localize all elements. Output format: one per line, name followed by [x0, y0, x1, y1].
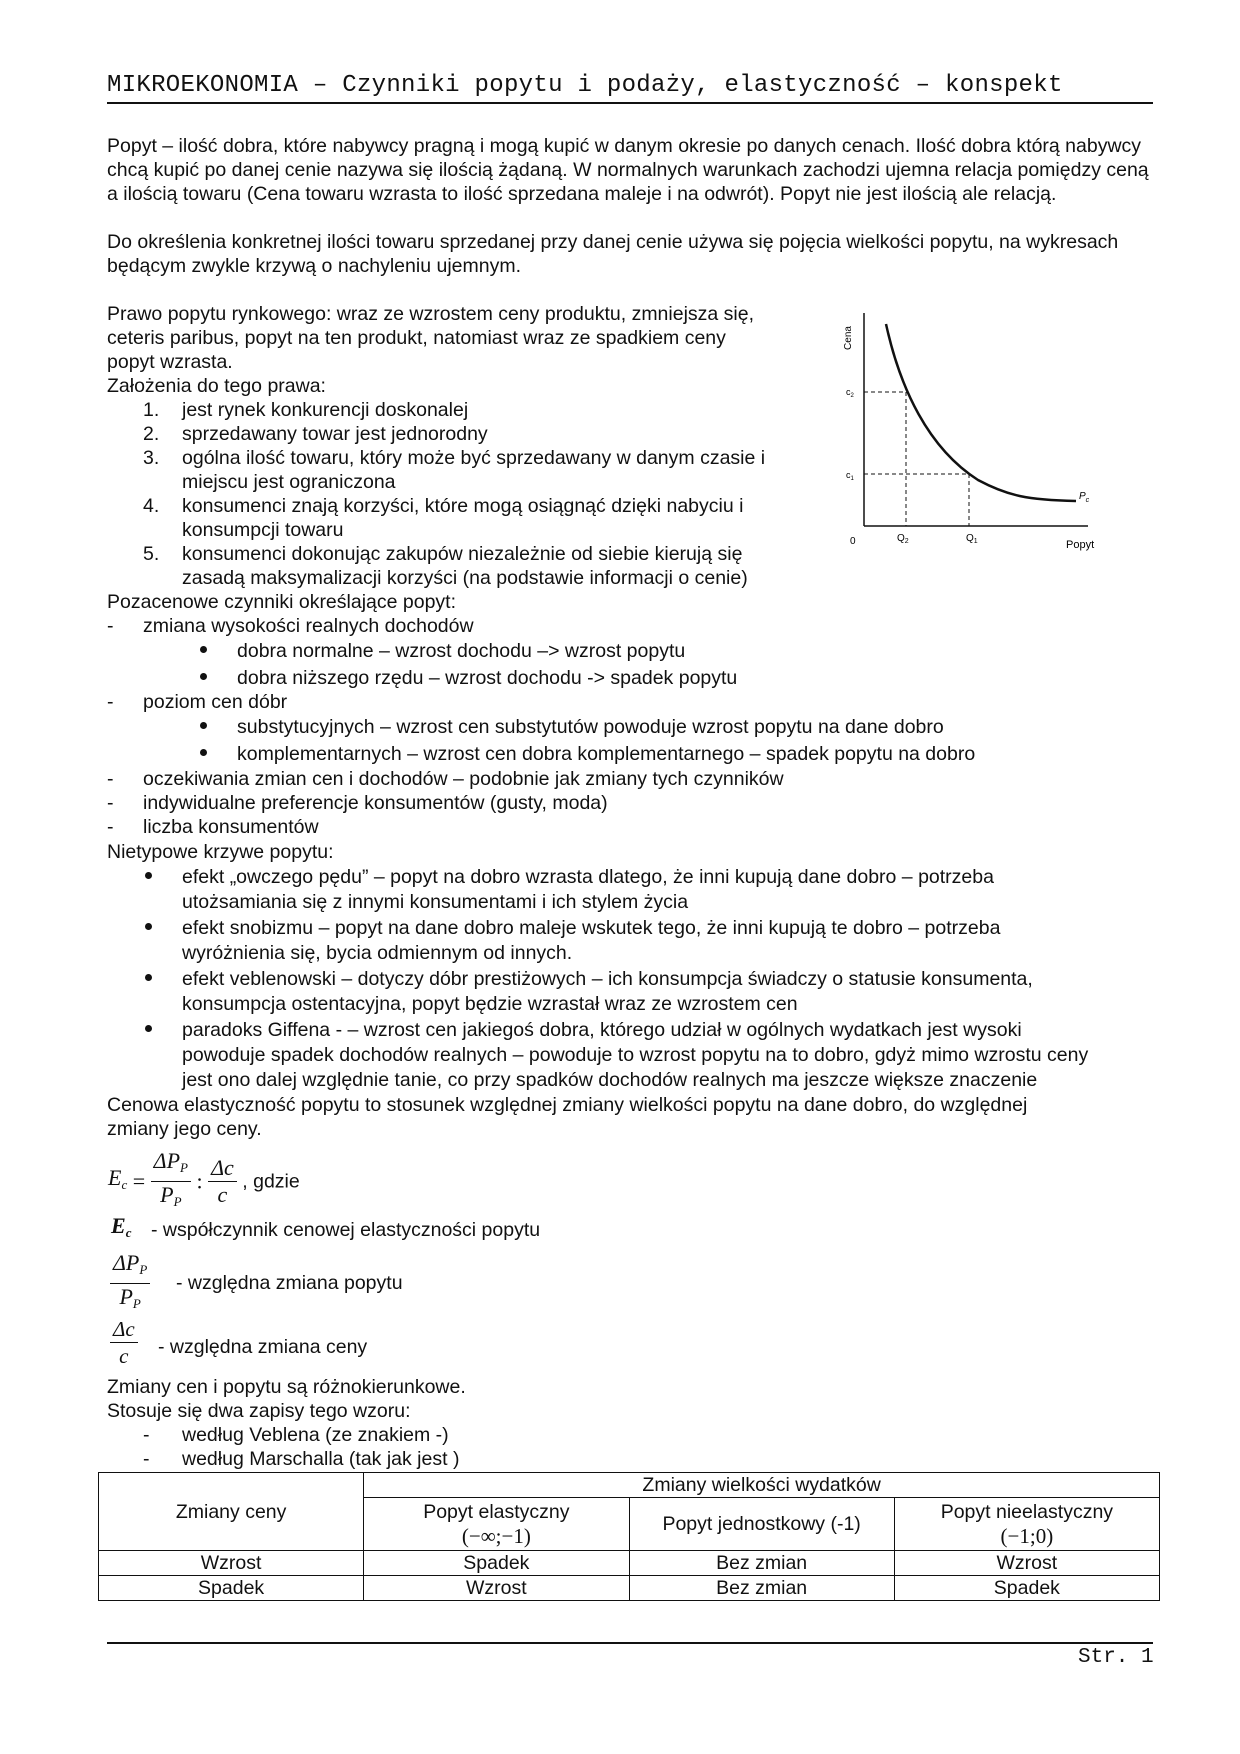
table-cell: Spadek	[364, 1551, 629, 1576]
assumption-number: 3.	[143, 447, 160, 469]
assumption-number: 2.	[143, 423, 160, 445]
table-row	[99, 1551, 1160, 1576]
header-expenditure-group: Zmiany wielkości wydatków	[364, 1473, 1160, 1498]
dc-fraction: $\frac{\Delta c}{c}$	[110, 1316, 138, 1369]
dash-bullet: -	[143, 1448, 150, 1470]
bullet-dot	[200, 673, 207, 680]
ec-definition: - współczynnik cenowej elastyczności popytu	[151, 1219, 541, 1241]
origin-label: 0	[850, 536, 856, 547]
intro-paragraph-1: Popyt – ilość dobra, które nabywcy pragną i mogą kupić w danym okresie po danych cenach. Ilość dobra którą nabywcy chcą kupić po danej cenie nazywa się ilością żądaną. W normalnych warunkach zachodzi ujemna relacja pomiędzy ceną a ilością towaru (Cena towaru wzrasta to ilość sprzedana maleje i na odwrót). Popyt nie jest ilością ale relacją.	[107, 135, 1149, 205]
assumption-text-cont: konsumpcji towaru	[182, 519, 344, 541]
bullet-dot	[145, 923, 152, 930]
variant-veblen: według Veblena (ze znakiem -)	[182, 1424, 449, 1446]
variant-marschall: według Marschalla (tak jak jest )	[182, 1448, 460, 1470]
elasticity-formula: $E_c$ = $\frac{\Delta P_P}{P_P}$ : $\frac{\Delta c}{c}$ , gdzie	[108, 1148, 300, 1209]
assumption-number: 1.	[143, 399, 160, 421]
table-cell: Spadek	[99, 1576, 364, 1601]
assumptions-title: Założenia do tego prawa:	[107, 375, 326, 397]
law-line-3: popyt wzrasta.	[107, 351, 233, 373]
dc-definition: - względna zmiana ceny	[158, 1336, 368, 1358]
atypical-item-cont: konsumpcja ostentacyjna, popyt będzie wzrastał wraz ze wzrostem cen	[182, 993, 798, 1015]
nonprice-item: zmiana wysokości realnych dochodów	[143, 615, 474, 637]
header-inelastic: Popyt nieelastyczny (−1;0)	[894, 1498, 1159, 1551]
dash-bullet: -	[107, 691, 114, 713]
table-cell: Bez zmian	[629, 1576, 894, 1601]
table-cell: Bez zmian	[629, 1551, 894, 1576]
nonprice-subitem: dobra niższego rzędu – wzrost dochodu -> spadek popytu	[237, 667, 738, 689]
law-line-2: ceteris paribus, popyt na ten produkt, natomiast wraz ze spadkiem ceny	[107, 327, 726, 349]
curve-label: $P_c$	[1079, 491, 1090, 504]
elasticity-line-1: Cenowa elastyczność popytu to stosunek względnej zmiany wielkości popytu na dane dobro, do względnej	[107, 1094, 1028, 1116]
nonprice-subitem: substytucyjnych – wzrost cen substytutów powoduje wzrost popytu na dane dobro	[237, 716, 944, 738]
c1-label: $c_1$	[846, 470, 854, 482]
bullet-dot	[145, 1025, 152, 1032]
nonprice-item: liczba konsumentów	[143, 816, 319, 838]
nonprice-item: oczekiwania zmian cen i dochodów – podobnie jak zmiany tych czynników	[143, 768, 784, 790]
bullet-dot	[145, 974, 152, 981]
c2-label: $c_2$	[846, 387, 854, 399]
dash-bullet: -	[143, 1424, 150, 1446]
atypical-item: efekt snobizmu – popyt na dane dobro maleje wskutek tego, że inni kupują te dobro – potrzeba	[182, 917, 1001, 939]
assumption-text-cont: zasadą maksymalizacji korzyści (na podstawie informacji o cenie)	[182, 567, 748, 589]
table-cell: Wzrost	[364, 1576, 629, 1601]
table-cell: Wzrost	[99, 1551, 364, 1576]
atypical-item: paradoks Giffena - – wzrost cen jakiegoś dobra, którego udział w ogólnych wydatkach jest wysoki	[182, 1019, 1022, 1041]
x-axis-label: Popyt	[1066, 539, 1095, 551]
atypical-item-cont: powoduje spadek dochodów realnych – powoduje to wzrost popytu na to dobro, gdyż mimo wzrostu ceny	[182, 1044, 1089, 1066]
bullet-dot	[200, 722, 207, 729]
atypical-item-cont: wyróżnienia się, bycia odmiennym od innych.	[182, 942, 573, 964]
dpp-definition: - względna zmiana popytu	[176, 1272, 403, 1294]
dash-bullet: -	[107, 768, 114, 790]
elasticity-line-4: Stosuje się dwa zapisy tego wzoru:	[107, 1400, 411, 1422]
assumption-text: sprzedawany towar jest jednorodny	[182, 423, 488, 445]
assumption-text: ogólna ilość towaru, który może być sprzedawany w danym czasie i	[182, 447, 766, 469]
dash-bullet: -	[107, 615, 114, 637]
table-cell: Wzrost	[894, 1551, 1159, 1576]
atypical-item-cont: utożsamiania się z innymi konsumentami i ich stylem życia	[182, 891, 689, 913]
assumption-text: jest rynek konkurencji doskonalej	[182, 399, 469, 421]
dash-bullet: -	[107, 816, 114, 838]
law-line-1: Prawo popytu rynkowego: wraz ze wzrostem ceny produktu, zmniejsza się,	[107, 303, 755, 325]
q1-label: $Q_1$	[966, 533, 978, 545]
assumption-number: 5.	[143, 543, 160, 565]
assumption-text: konsumenci dokonując zakupów niezależnie od siebie kierują się	[182, 543, 743, 565]
intro-paragraph-2: Do określenia konkretnej ilości towaru sprzedanej przy danej cenie używa się pojęcia wielkości popytu, na wykresach będącym zwykle krzywą o nachyleniu ujemnym.	[107, 231, 1119, 277]
nonprice-subitem: dobra normalne – wzrost dochodu –> wzrost popytu	[237, 640, 686, 662]
q2-label: $Q_2$	[897, 533, 909, 545]
header-price-change: Zmiany ceny	[99, 1473, 364, 1551]
expenditure-table	[98, 1472, 1160, 1601]
assumption-text-cont: miejscu jest ograniczona	[182, 471, 396, 493]
bullet-dot	[200, 749, 207, 756]
header-elastic: Popyt elastyczny (−∞;−1)	[364, 1498, 629, 1551]
nonprice-item: poziom cen dóbr	[143, 691, 288, 713]
dpp-fraction: $\frac{\Delta P_P}{P_P}$	[110, 1250, 150, 1317]
atypical-title: Nietypowe krzywe popytu:	[107, 841, 334, 863]
dash-bullet: -	[107, 792, 114, 814]
atypical-item: efekt „owczego pędu” – popyt na dobro wzrasta dlatego, że inni kupują dane dobro – potrzeba	[182, 866, 994, 888]
demand-curve-graph	[838, 308, 1098, 558]
nonprice-item: indywidualne preferencje konsumentów (gusty, moda)	[143, 792, 608, 814]
atypical-item-cont: jest ono dalej względnie tanie, co przy spadków dochodów realnych ma jeszcze większe znaczenie	[182, 1069, 1038, 1091]
nonprice-subitem: komplementarnych – wzrost cen dobra komplementarnego – spadek popytu na dobro	[237, 743, 976, 765]
bullet-dot	[200, 646, 207, 653]
table-cell: Spadek	[894, 1576, 1159, 1601]
nonprice-title: Pozacenowe czynniki określające popyt:	[107, 591, 457, 613]
atypical-item: efekt veblenowski – dotyczy dóbr prestiżowych – ich konsumpcja świadczy o statusie konsumenta,	[182, 968, 1033, 990]
y-axis-label: Cena	[843, 326, 854, 350]
assumption-text: konsumenci znają korzyści, które mogą osiągnąć dzięki nabyciu i	[182, 495, 744, 517]
table-row	[99, 1576, 1160, 1601]
footer-divider	[107, 1642, 1153, 1644]
elasticity-line-3: Zmiany cen i popytu są różnokierunkowe.	[107, 1376, 466, 1398]
ec-symbol: $E_c$	[111, 1213, 132, 1240]
page-header-title: MIKROEKONOMIA – Czynniki popytu i podaży, elastyczność – konspekt	[107, 72, 1153, 104]
assumption-number: 4.	[143, 495, 160, 517]
bullet-dot	[145, 872, 152, 879]
header-unit: Popyt jednostkowy (-1)	[629, 1498, 894, 1551]
page-number: Str. 1	[1078, 1646, 1154, 1669]
elasticity-line-2: zmiany jego ceny.	[107, 1118, 262, 1140]
